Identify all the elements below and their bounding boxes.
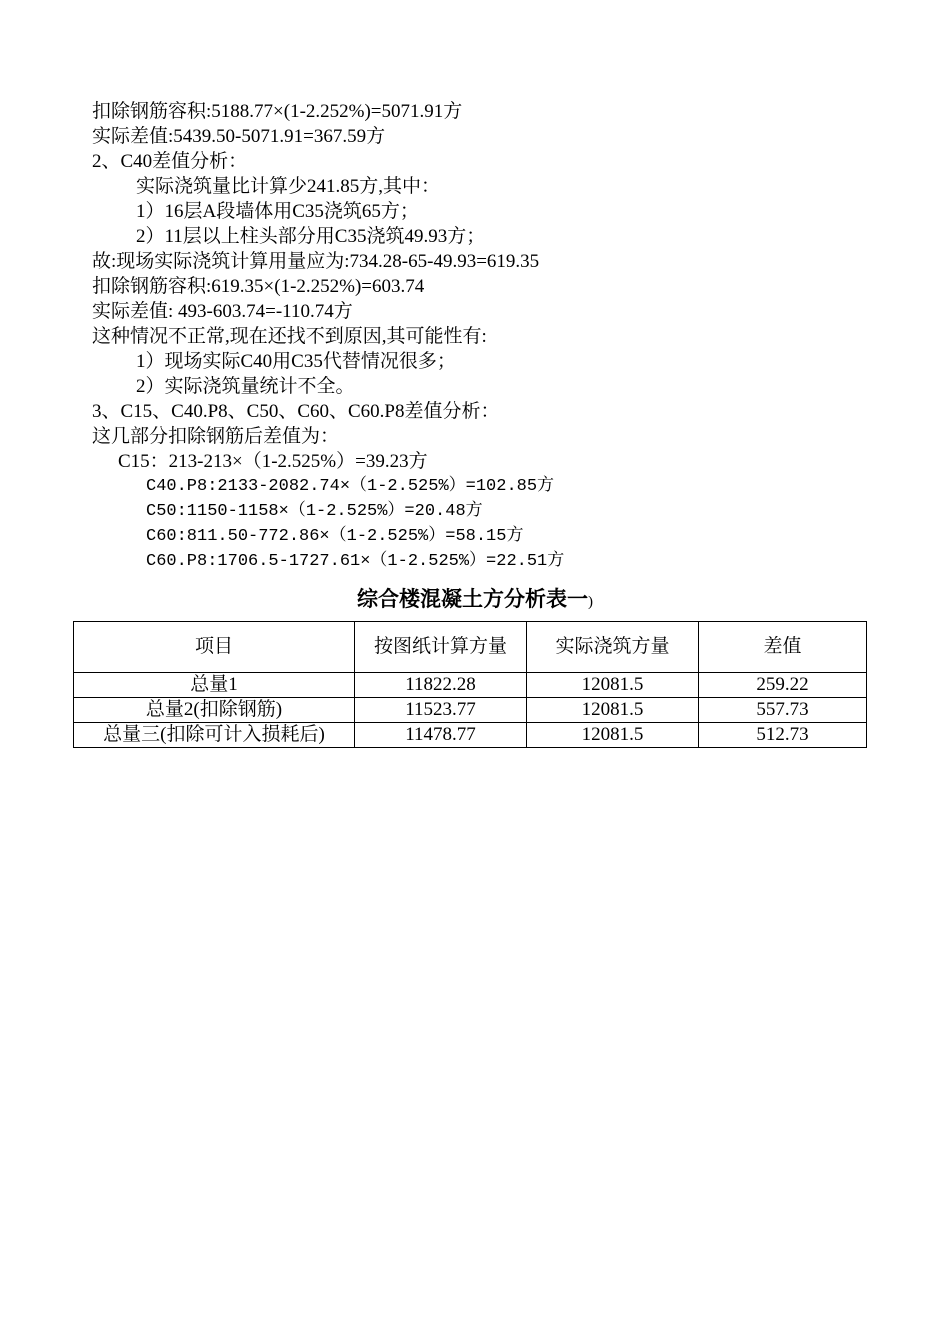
formula-line: C15：213-213×（1-2.525%）=39.23方 [118,451,428,472]
table-row [74,723,867,748]
table-cell: 557.73 [699,698,867,723]
column-header: 差值 [699,622,867,673]
table-cell: 11523.77 [355,698,527,723]
list-item: 1）现场实际C40用C35代替情况很多； [136,351,456,372]
table-cell: 12081.5 [527,723,699,748]
formula-line: C60:811.50-772.86×（1-2.525%）=58.15方 [146,527,524,546]
table-header-row [74,622,867,673]
section-heading: 2、C40差值分析： [92,151,248,172]
table-cell: 512.73 [699,723,867,748]
section-heading: 3、C15、C40.P8、C50、C60、C60.P8差值分析： [92,401,500,422]
text-line: 实际差值: 493-603.74=-110.74方 [92,301,353,322]
table-cell: 259.22 [699,673,867,698]
formula-line: C50:1150-1158×（1-2.525%）=20.48方 [146,502,483,521]
table-row [74,673,867,698]
text-line: 实际浇筑量比计算少241.85方,其中： [136,176,441,197]
column-header: 项目 [74,622,355,673]
list-item: 1）16层A段墙体用C35浇筑65方； [136,201,419,222]
column-header: 按图纸计算方量 [355,622,527,673]
list-item: 2）11层以上柱头部分用C35浇筑49.93方； [136,226,486,247]
table-cell: 12081.5 [527,698,699,723]
text-line: 扣除钢筋容积:5188.77×(1-2.252%)=5071.91方 [92,101,463,122]
text-line: 这种情况不正常,现在还找不到原因,其可能性有: [92,326,487,347]
table-row [74,698,867,723]
text-line: 实际差值:5439.50-5071.91=367.59方 [92,126,386,147]
analysis-table [73,621,867,748]
table-title-text: 综合楼混凝土方分析表一 [357,587,588,611]
table-cell: 11478.77 [355,723,527,748]
formula-line: C60.P8:1706.5-1727.61×（1-2.525%）=22.51方 [146,552,565,571]
table-cell: 12081.5 [527,673,699,698]
table-cell: 11822.28 [355,673,527,698]
table-cell: 总量2(扣除钢筋) [74,698,355,723]
table-title-suffix: ) [588,594,593,610]
text-line: 故:现场实际浇筑计算用量应为:734.28-65-49.93=619.35 [92,251,540,272]
table-cell: 总量三(扣除可计入损耗后) [74,723,355,748]
list-item: 2）实际浇筑量统计不全。 [136,376,355,397]
text-line: 这几部分扣除钢筋后差值为： [92,426,340,447]
text-line: 扣除钢筋容积:619.35×(1-2.252%)=603.74 [92,276,425,297]
table-title [0,584,950,617]
column-header: 实际浇筑方量 [527,622,699,673]
formula-line: C40.P8:2133-2082.74×（1-2.525%）=102.85方 [146,477,555,496]
table-cell: 总量1 [74,673,355,698]
